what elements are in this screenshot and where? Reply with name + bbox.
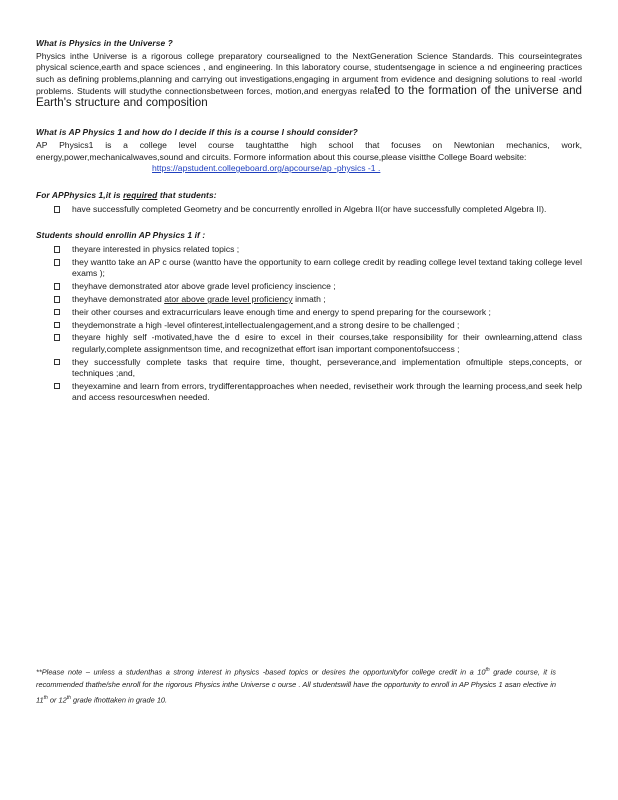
list-item bbox=[54, 320, 582, 331]
section-heading: What is AP Physics 1 and how do I decide if this is a course I should consider? bbox=[36, 127, 358, 138]
requirements-list bbox=[36, 204, 582, 215]
list-item-text: theyhave demonstrated ator above grade level proficiency inscience ; bbox=[72, 281, 336, 292]
list-item bbox=[54, 204, 582, 215]
list-item-text: theyare highly self -motivated,have the d esire to excel in their courses,take responsibility for their ownlearning,attend class regularly,complete assignmentson time, and recognizethat effort isan important componentofsuccess ; bbox=[72, 332, 582, 354]
list-item bbox=[54, 307, 582, 318]
section-heading: What is Physics in the Universe ? bbox=[36, 38, 173, 48]
criteria-list bbox=[36, 244, 582, 403]
note-text: grade ifnottaken in grade 10. bbox=[73, 695, 168, 705]
checkbox-bullet-icon bbox=[54, 322, 60, 329]
list-item bbox=[54, 294, 582, 305]
section-what-is-ap-physics bbox=[36, 127, 582, 174]
checkbox-bullet-icon bbox=[54, 246, 60, 253]
checkbox-bullet-icon bbox=[54, 359, 60, 366]
checkbox-bullet-icon bbox=[54, 206, 60, 213]
note-text: or 12 bbox=[49, 695, 67, 705]
section-what-is-physics bbox=[36, 38, 582, 109]
list-item-text: their other courses and extracurriculars leave enough time and energy to spend preparing for the coursework ; bbox=[72, 306, 491, 317]
body-text: Physics inthe Universe is a rigorous college preparatory coursealigned to the NextGeneration Science Standards. This courseintegrates physical science,earth and space sciences , and engineering. In this laboratory course, studentsengage in science a nd engineering practices such as defining problems,planning and carrying out investigations,engaging in argument from evidence and designing solutions to real -world problems. Students will studythe connectionsbetween forces, motion,and energyas rela bbox=[36, 51, 582, 96]
footnote bbox=[36, 664, 556, 706]
list-item bbox=[54, 257, 582, 280]
section-body: AP Physics1 is a college level course taughtatthe high school that focuses on Newtonian mechanics, work, energy,power,mechanicalwaves,sound and circuits. Formore information about this course,please visitthe College Board website: bbox=[36, 140, 582, 162]
checkbox-bullet-icon bbox=[54, 383, 60, 390]
list-item bbox=[54, 357, 582, 380]
checkbox-bullet-icon bbox=[54, 334, 60, 341]
body-text-large: ted to the formation of the universe and Earth's structure and composition bbox=[36, 83, 583, 110]
note-text: **Please note – unless a studenthas a strong interest in physics -based topics or desires the opportunityfor college credit in a 10 bbox=[36, 667, 486, 677]
list-item-text: theyexamine and learn from errors, trydifferentapproaches when needed, revisetheir work through the learning process,and seek help and access resourceswhen needed. bbox=[72, 380, 582, 402]
note-sup: th bbox=[43, 694, 48, 701]
list-item-text: theyhave demonstrated bbox=[72, 294, 165, 305]
list-item bbox=[54, 244, 582, 255]
section-heading: Students should enrollin AP Physics 1 if : bbox=[36, 230, 206, 241]
list-item-text: they wantto take an AP c ourse (wantto have the opportunity to earn college credit by reading college level textand taking college level exams ); bbox=[72, 257, 582, 279]
section-body bbox=[36, 51, 582, 109]
note-text: grade course, it is recommended thathe/she enroll for the rigorous Physics inthe Universe c ourse . All studentswill have the opportunity to enroll in AP Physics 1 asan elective in 11 bbox=[36, 667, 556, 705]
list-item-text: have successfully completed Geometry and be concurrently enrolled in Algebra II(or have successfully completed Algebra II). bbox=[72, 204, 547, 215]
note-sup: th bbox=[485, 667, 490, 674]
section-requirements bbox=[36, 190, 582, 215]
checkbox-bullet-icon bbox=[54, 309, 60, 316]
list-item-underlined: ator above grade level proficiency bbox=[164, 294, 293, 305]
heading-required: required bbox=[123, 190, 158, 201]
list-item bbox=[54, 381, 582, 404]
heading-post: that students: bbox=[159, 190, 217, 201]
list-item bbox=[54, 281, 582, 292]
section-heading bbox=[36, 190, 582, 201]
list-item-text: theyare interested in physics related topics ; bbox=[72, 244, 240, 255]
checkbox-bullet-icon bbox=[54, 296, 60, 303]
note-sup: th bbox=[66, 694, 71, 701]
checkbox-bullet-icon bbox=[54, 259, 60, 266]
list-item bbox=[54, 332, 582, 355]
heading-pre: For APPhysics 1,it is bbox=[36, 190, 121, 201]
checkbox-bullet-icon bbox=[54, 283, 60, 290]
list-item-text: they successfully complete tasks that require time, thought, perseverance,and implementation ofmultiple steps,concepts, or techniques ;and, bbox=[72, 356, 582, 378]
list-item-text: theydemonstrate a high -level ofinterest,intellectualengagement,and a strong desire to be challenged ; bbox=[72, 319, 460, 330]
college-board-link[interactable]: https://apstudent.collegeboard.org/apcourse/ap -physics -1 . bbox=[152, 163, 381, 174]
section-should-enroll bbox=[36, 230, 582, 403]
list-item-text: inmath ; bbox=[292, 294, 326, 305]
